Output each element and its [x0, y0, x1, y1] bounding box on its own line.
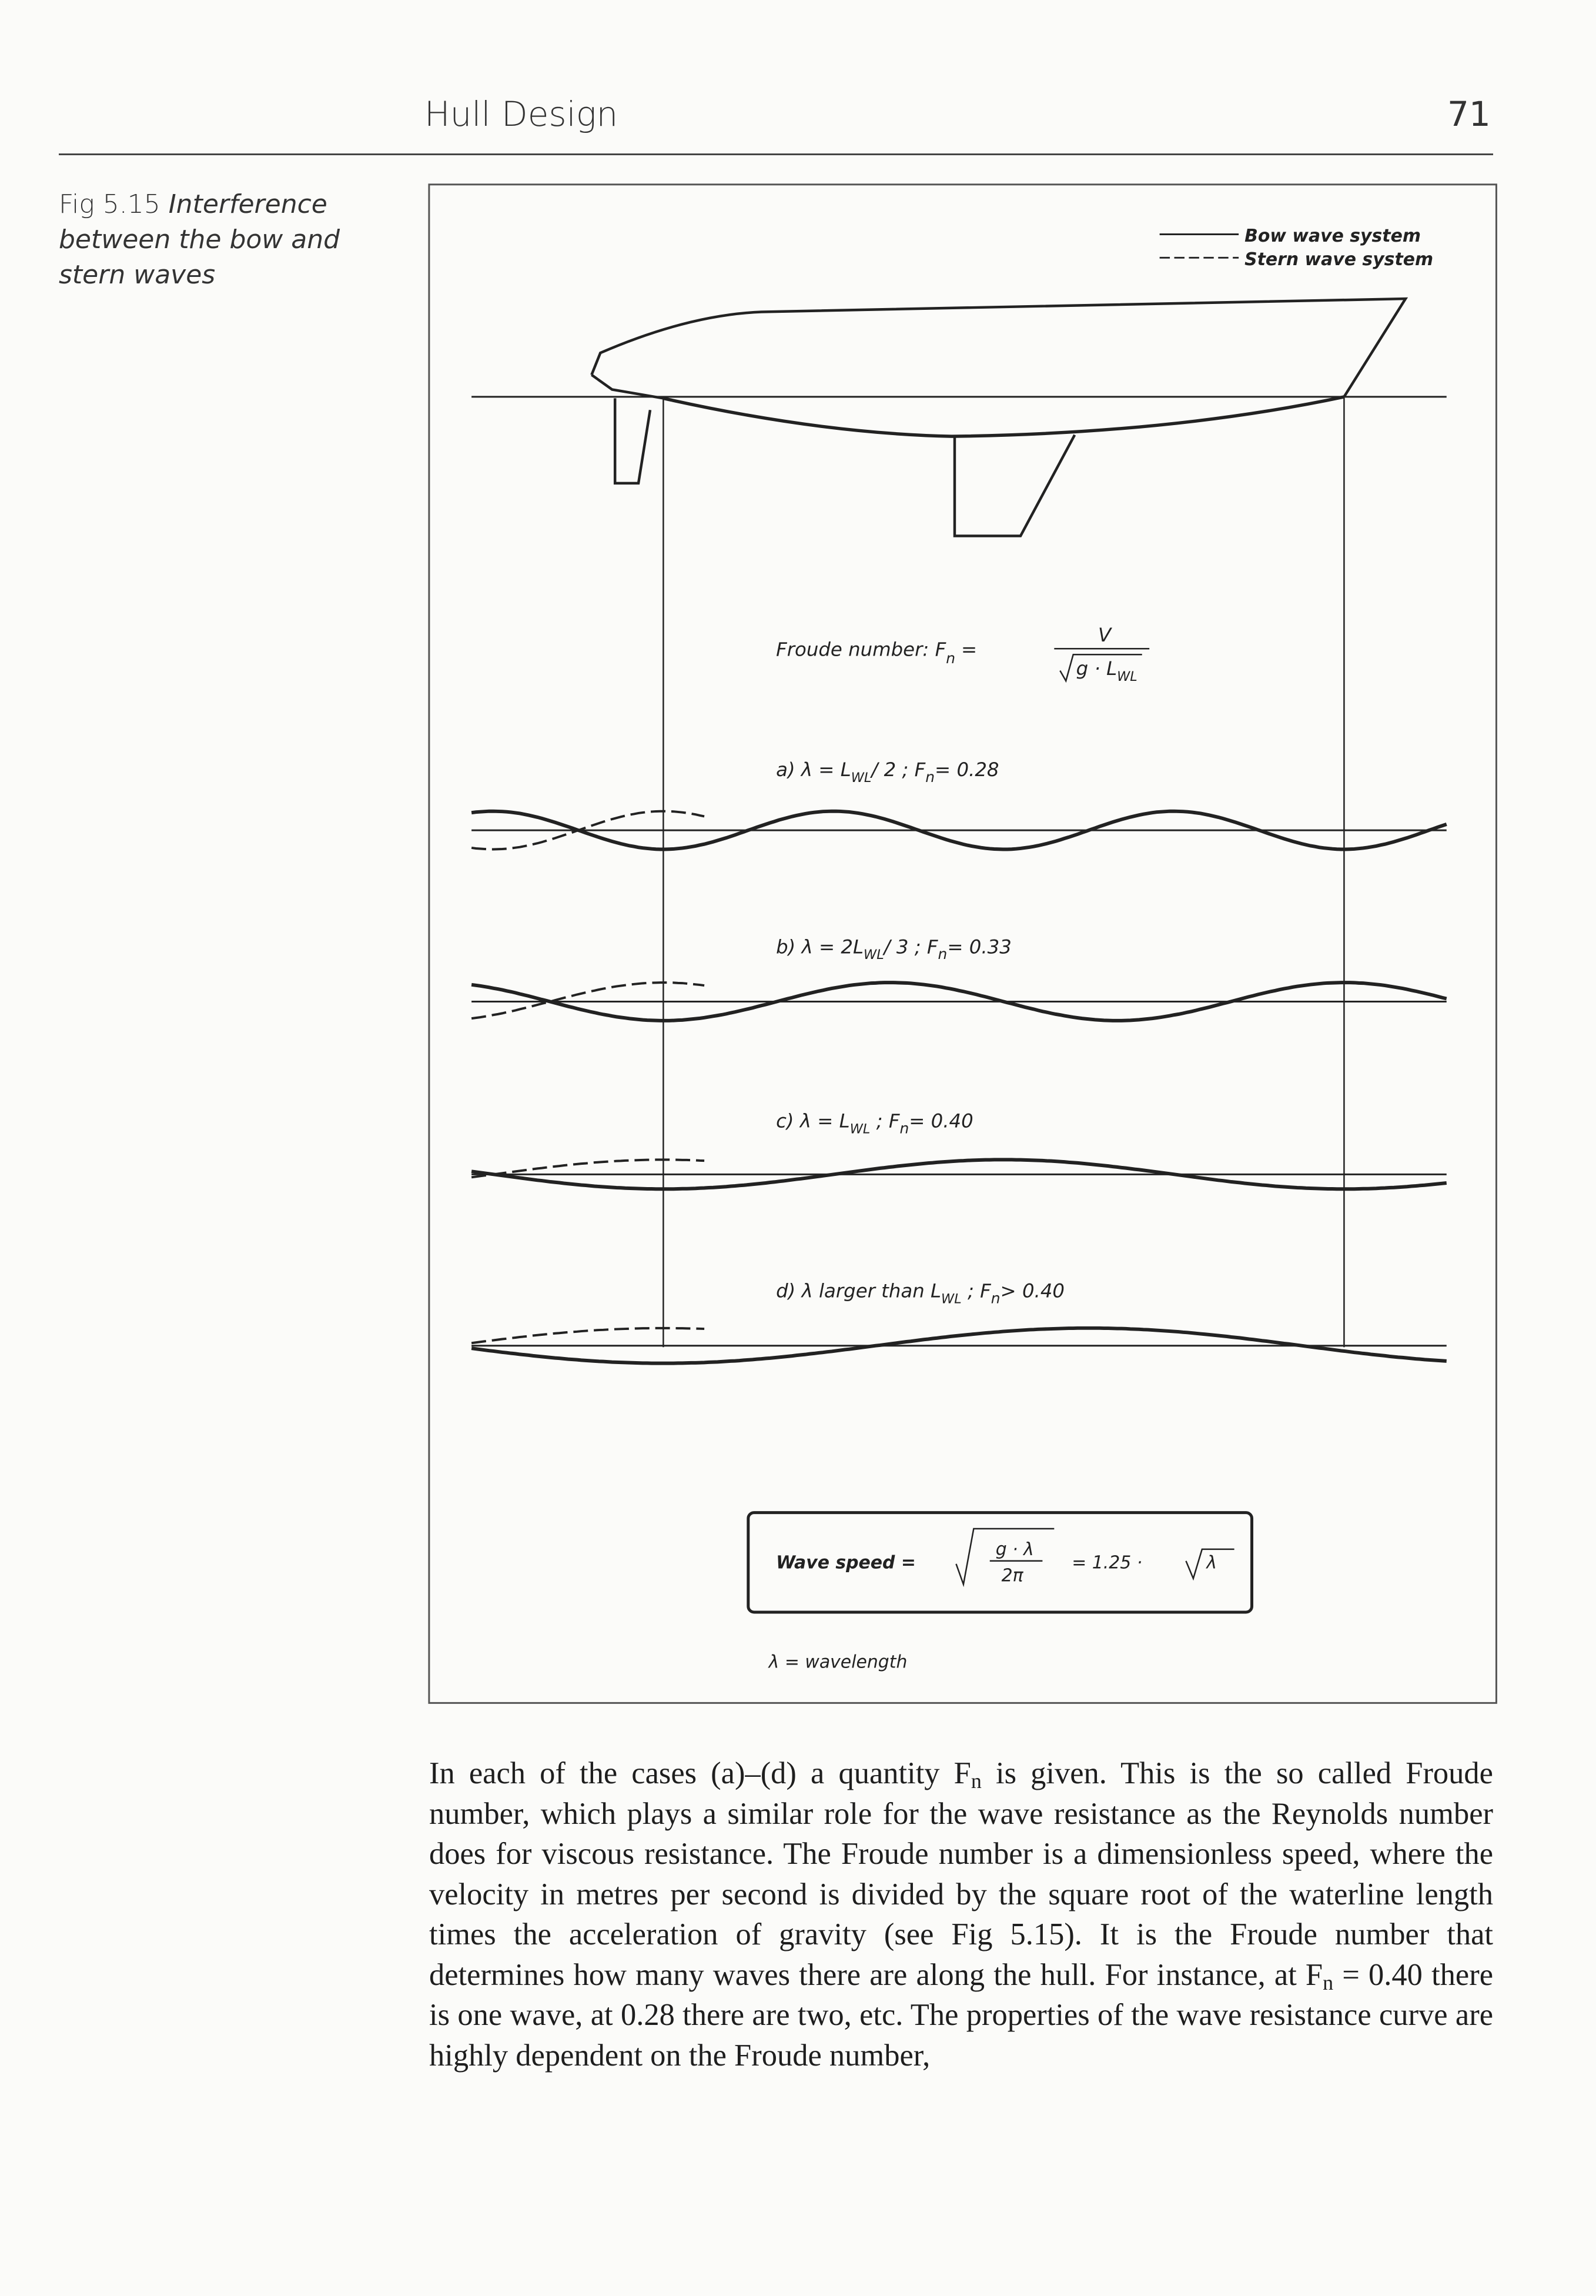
case-label-pre: b) λ = 2L	[776, 935, 864, 958]
case-label-sub2: n	[991, 1289, 1001, 1307]
case-label-mid: / 3 ; F	[884, 935, 938, 958]
case-label-sub: WL	[864, 947, 884, 963]
case-label-sub: WL	[851, 770, 872, 786]
wave-speed-label: Wave speed	[776, 1552, 895, 1573]
case-label-tail: = 0.40	[909, 1109, 973, 1132]
body-paragraph	[429, 1753, 1493, 2076]
wave-speed-root: λ	[1206, 1552, 1217, 1573]
rudder	[615, 398, 650, 483]
figure-label: Fig 5.15	[59, 189, 160, 219]
hull-bottom	[663, 397, 1344, 436]
froude-denominator-sub: WL	[1117, 669, 1137, 685]
wave-speed-box	[748, 1513, 1252, 1612]
case-label-tail: = 0.28	[935, 758, 999, 781]
figure-caption-text: Interference between the bow and stern waves	[59, 189, 340, 290]
case-label-sub2: n	[925, 768, 935, 786]
body-text-3: = 0.40 there is one wave, at 0.28 there are two, etc. The properties of the wave resistance curve are highly dependent on the Froude number,	[429, 1957, 1494, 2073]
froude-lhs-sub: n	[946, 650, 956, 667]
case-label	[776, 758, 999, 786]
case-label-mid: ; F	[870, 1109, 900, 1132]
hull-drawing	[471, 299, 1447, 1347]
keel	[955, 435, 1075, 536]
case-label-sub: WL	[849, 1121, 871, 1137]
case-label-pre: a) λ = L	[776, 758, 851, 781]
case-label-pre: c) λ = L	[776, 1109, 850, 1132]
case-label-mid: / 2 ; F	[871, 758, 926, 781]
svg-text:g · LWL	[1076, 657, 1137, 684]
stern-wave	[471, 982, 704, 1018]
froude-denominator: g · L	[1076, 657, 1117, 680]
froude-lhs: F	[935, 638, 946, 661]
legend	[1160, 226, 1434, 270]
case-label-sub2: n	[899, 1119, 909, 1137]
case-label-mid: ; F	[961, 1279, 991, 1302]
froude-numerator: V	[1098, 623, 1112, 646]
body-text-1: In each of the cases (a)–(d) a quantity F	[429, 1756, 971, 1790]
svg-text:Froude number: Fn=	[776, 639, 977, 667]
wave-speed-denominator: 2π	[1001, 1565, 1023, 1586]
froude-label: Froude number:	[776, 638, 929, 661]
bow-stem	[591, 375, 663, 399]
lambda-definition: λ = wavelength	[768, 1652, 908, 1673]
running-header-title: Hull Design	[424, 94, 618, 134]
case-label-sub2: n	[938, 945, 948, 963]
case-label-tail: = 0.33	[947, 935, 1012, 958]
hull-sheer	[591, 299, 1406, 397]
legend-stern: Stern wave system	[1244, 249, 1434, 270]
svg-text:Wave speed =	[776, 1552, 916, 1573]
stern-wave	[471, 1328, 704, 1343]
body-sub-1: n	[971, 1769, 982, 1793]
legend-bow: Bow wave system	[1244, 225, 1421, 246]
wave-speed-eq2: = 1.25 ·	[1072, 1552, 1143, 1573]
body-text-2: is given. This is the so called Froude number, which plays a similar role for the wave resistance as the Reynolds number does for viscous resistance. The Froude number is a dimensionless speed, where the velocity in metres per second is divided by the square root of the waterline length times the acceleration of gravity (see Fig 5.15). It is the Froude number that determines how many waves there are along the hull. For instance, at F	[429, 1756, 1493, 1992]
case-label	[776, 1280, 1065, 1307]
case-label	[776, 1110, 973, 1137]
case-label	[776, 935, 1012, 962]
wave-speed-eq: =	[901, 1552, 916, 1573]
case-label-pre: d) λ larger than L	[776, 1279, 942, 1302]
case-label-sub: WL	[941, 1291, 962, 1307]
case-label-tail: > 0.40	[1000, 1279, 1065, 1302]
page-number: 71	[1447, 94, 1491, 134]
froude-formula	[776, 624, 1149, 684]
body-sub-2: n	[1323, 1970, 1334, 1994]
wave-cases	[471, 758, 1447, 1363]
wave-speed-numerator: g · λ	[995, 1539, 1034, 1560]
froude-eq: =	[961, 638, 978, 661]
